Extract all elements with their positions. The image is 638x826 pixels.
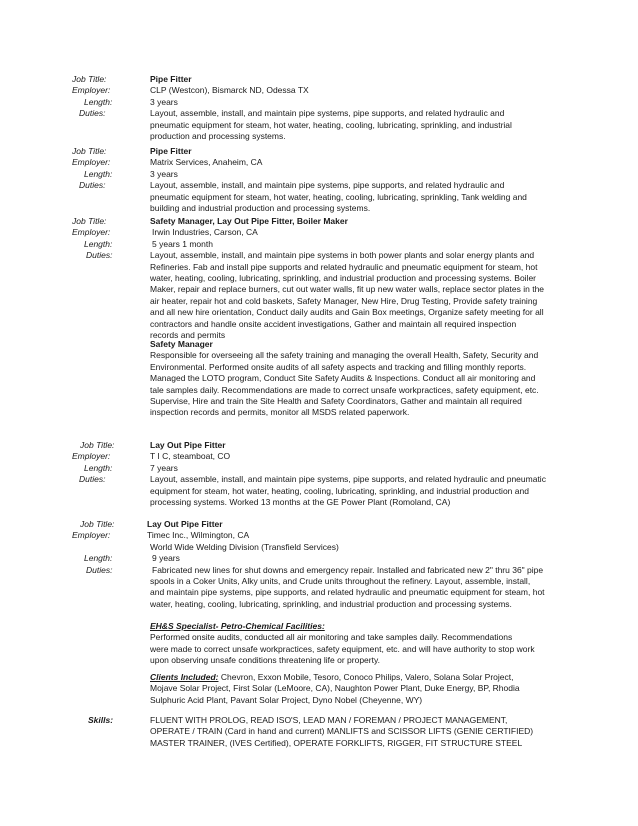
duties-line: building and industrial production and processing systems. (150, 202, 371, 213)
length: 7 years (150, 462, 178, 473)
employer-label: Employer: (72, 451, 111, 462)
employer: Matrix Services, Anaheim, CA (150, 157, 263, 168)
duties-line: records and permits (150, 329, 226, 340)
safety-manager-section (0, 339, 638, 419)
clients-text: Mojave Solar Project, First Solar (LeMoore, CA), Naughton Power Plant, Duke Energy, BP, Rhodia (150, 683, 520, 694)
duties-label: Duties: (79, 180, 106, 191)
duties-line: water, heating, cooling, lubricating, sprinkling, and industrial production and processing systems. (150, 598, 512, 609)
employer-label: Employer: (72, 227, 111, 238)
job-title: Pipe Fitter (150, 146, 192, 156)
duties-line: water, heating, cooling, lubricating, sprinkling, and industrial production and processing systems. Boiler (150, 272, 537, 283)
job-title-label: Job Title: (80, 519, 115, 529)
clients-section (0, 672, 638, 706)
length-label: Length: (84, 553, 113, 564)
duties-label: Duties: (86, 564, 113, 575)
sub-text-line: Environmental. Performed onsite audits of all safety aspects and tracking and filling monthly reports. (150, 361, 527, 372)
duties-line: processing systems. Worked 13 months at the GE Power Plant (Romoland, CA) (150, 496, 451, 507)
job-entry-1 (0, 74, 638, 142)
job-title-label: Job Title: (72, 146, 107, 156)
duties-line: contractors and handle onsite accident investigations, Gather and maintain all required inspection (150, 318, 517, 329)
length-label: Length: (84, 238, 113, 249)
duties-line: spools in a Coker Units, Alky units, and Crude units throughout the refinery. Layout, assemble, install, (150, 575, 531, 586)
duties-line: production and processing systems. (150, 130, 286, 141)
employer-label: Employer: (72, 85, 111, 96)
duties-line: Layout, assemble, install, and maintain pipe systems, pipe supports, and related hydraulic and (150, 180, 505, 191)
employer-division: World Wide Welding Division (Transfield Services) (150, 541, 339, 552)
sub-heading: EH&S Specialist- Petro-Chemical Facilities: (150, 621, 325, 631)
job-entry-2 (0, 146, 638, 214)
job-title-label: Job Title: (72, 74, 107, 84)
sub-text-line: were made to correct unsafe workpractices, safety equipment, etc. and will have authority to stop work (150, 643, 535, 654)
sub-text-line: Performed onsite audits, conducted all air monitoring and take samples daily. Recommendations (150, 632, 513, 643)
job-entry-4 (0, 440, 638, 508)
duties-line: Layout, assemble, install, and maintain pipe systems, pipe supports, and related hydraulic and pneumatic (150, 474, 546, 485)
sub-text-line: Supervise, Hire and train the Site Health and Safety Coordinators, Gather and maintain all required (150, 395, 522, 406)
job-title: Lay Out Pipe Fitter (150, 440, 226, 450)
length-label: Length: (84, 462, 113, 473)
duties-line: Refineries. Fab and install pipe supports and related hydraulic and pneumatic equipment for steam, hot (150, 261, 538, 272)
length: 9 years (152, 553, 180, 564)
employer-label: Employer: (72, 530, 111, 541)
duties-line: pneumatic equipment for steam, hot water, heating, cooling, lubricating, sprinkling, and industrial (150, 119, 512, 130)
employer: T I C, steamboat, CO (150, 451, 231, 462)
duties-line: Layout, assemble, install, and maintain pipe systems, pipe supports, and related hydraulic and (150, 108, 505, 119)
duties-line: air heater, repair hot and cold baskets, Safety Manager, New Hire, Drug Testing, Provide safety training (150, 295, 538, 306)
sub-text-line: upon observing unsafe conditions threatening life or property. (150, 655, 380, 666)
job-title-label: Job Title: (72, 216, 107, 226)
employer: Irwin Industries, Carson, CA (152, 227, 258, 238)
duties-line: Layout, assemble, install, and maintain pipe systems in both power plants and solar energy plants and (150, 250, 535, 261)
length: 3 years (150, 96, 178, 107)
job-entry-5 (0, 519, 638, 610)
skills-label: Skills: (88, 715, 114, 725)
sub-text-line: Managed the LOTO program, Conduct Site Safety Audits & Inspections. Conduct all air monitoring and (150, 373, 536, 384)
employer-label: Employer: (72, 157, 111, 168)
sub-heading: Safety Manager (150, 339, 213, 349)
skills-section (0, 715, 638, 749)
job-title: Safety Manager, Lay Out Pipe Fitter, Boiler Maker (150, 216, 348, 226)
skills-line: MASTER TRAINER, (IVES Certified), OPERATE FORKLIFTS, RIGGER, FIT STRUCTURE STEEL (150, 737, 523, 748)
length: 3 years (150, 168, 178, 179)
job-title: Pipe Fitter (150, 74, 192, 84)
job-entry-3 (0, 216, 638, 341)
clients-text: Chevron, Exxon Mobile, Tesoro, Conoco Philips, Valero, Solana Solar Project, (218, 672, 514, 682)
length: 5 years 1 month (152, 238, 213, 249)
clients-line (150, 672, 570, 683)
duties-label: Duties: (79, 108, 106, 119)
sub-text-line: inspection records and permits, monitor all MSDS related paperwork. (150, 407, 410, 418)
duties-line: equipment for steam, hot water, heating, cooling, lubricating, sprinkling, and industrial production and (150, 485, 529, 496)
ehs-specialist-section (0, 621, 638, 667)
sub-text-line: Responsible for overseeing all the safety training and managing the overall Health, Safety, Security and (150, 350, 539, 361)
clients-heading: Clients Included: (150, 672, 219, 682)
job-title: Lay Out Pipe Fitter (147, 519, 223, 529)
duties-label: Duties: (79, 474, 106, 485)
length-label: Length: (84, 168, 113, 179)
duties-label: Duties: (86, 250, 113, 261)
sub-text-line: tale samples daily. Recommendations are made to correct unsafe workpractices, safety equipment, etc. (150, 384, 539, 395)
skills-line: OPERATE / TRAIN (Card in hand and current) MANLIFTS and SCISSOR LIFTS (GENIE CERTIFIED) (150, 726, 534, 737)
clients-text: Sulphuric Acid Plant, Pavant Solar Project, Dyno Nobel (Cheyenne, WY) (150, 694, 423, 705)
duties-line: and all new hire orientation, Conduct daily audits and Gain Box meetings, Organize safety meeting for all (150, 307, 544, 318)
duties-line: pneumatic equipment for steam, hot water, heating, cooling, lubricating, sprinkling, Tank welding and (150, 191, 527, 202)
employer: Timec Inc., Wilmington, CA (147, 530, 250, 541)
employer: CLP (Westcon), Bismarck ND, Odessa TX (150, 85, 309, 96)
job-title-label: Job Title: (80, 440, 115, 450)
duties-line: Fabricated new lines for shut downs and emergency repair. Installed and fabricated new 2" thru 36" pipe (152, 564, 544, 575)
skills-line: FLUENT WITH PROLOG, READ ISO'S, LEAD MAN / FOREMAN / PROJECT MANAGEMENT, (150, 715, 508, 725)
duties-line: Maker, repair and replace burners, cut out water walls, fit up new water walls, replace sector plates in the (150, 284, 545, 295)
duties-line: and maintain pipe systems, pipe supports, and related hydraulic and pneumatic equipment for steam, hot (150, 587, 545, 598)
length-label: Length: (84, 96, 113, 107)
